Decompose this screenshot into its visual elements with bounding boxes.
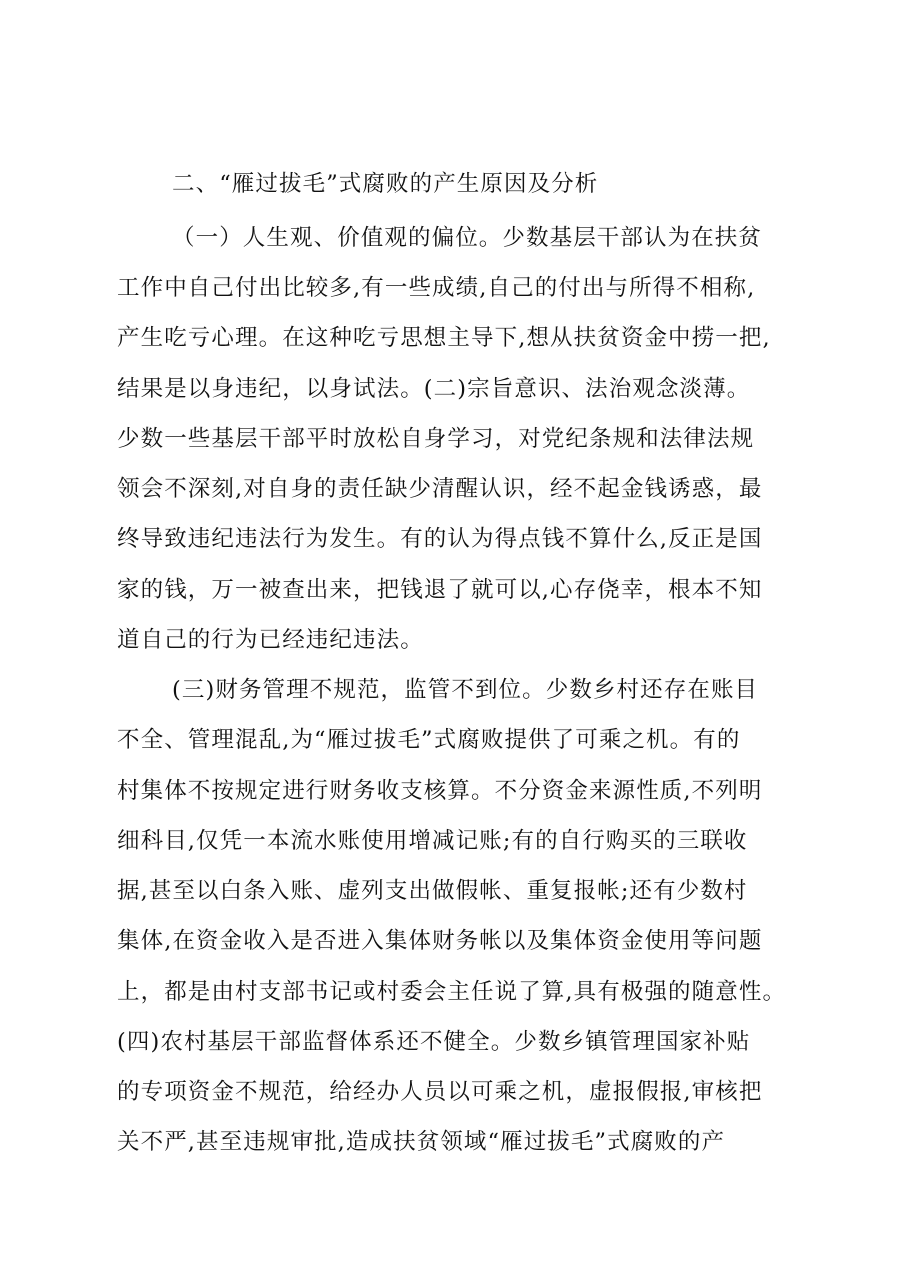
- paragraph-line: (三)财务管理不规范，监管不到位。少数乡村还存在账目: [172, 677, 759, 703]
- paragraph-line: 的专项资金不规范，给经办人员以可乘之机，虚报假报,审核把: [117, 1079, 763, 1105]
- paragraph-line: 关不严,甚至违规审批,造成扶贫领域“雁过拔毛”式腐败的产: [117, 1129, 726, 1155]
- paragraph-line: 集体,在资金收入是否进入集体财务帐以及集体资金使用等问题: [117, 928, 763, 954]
- paragraph-line: 道自己的行为已经违纪违法。: [117, 627, 424, 653]
- paragraph-line: 终导致违纪违法行为发生。有的认为得点钱不算什么,反正是国: [117, 526, 763, 552]
- paragraph-line: 领会不深刻,对自身的责任缺少清醒认识，经不起金钱诱惑，最: [117, 476, 763, 502]
- paragraph-line: 细科目,仅凭一本流水账使用增减记账;有的自行购买的三联收: [117, 828, 748, 854]
- paragraph-line: 不全、管理混乱,为“雁过拔毛”式腐败提供了可乘之机。有的: [117, 727, 741, 753]
- paragraph-line: 产生吃亏心理。在这种吃亏思想主导下,想从扶贫资金中捞一把,: [117, 325, 771, 351]
- paragraph-line: 据,甚至以白条入账、虚列支出做假帐、重复报帐;还有少数村: [117, 878, 748, 904]
- paragraph-line: （一）人生观、价值观的偏位。少数基层干部认为在扶贫: [172, 225, 763, 251]
- paragraph-line: 上，都是由村支部书记或村委会主任说了算,具有极强的随意性。: [117, 979, 787, 1005]
- paragraph-line: 村集体不按规定进行财务收支核算。不分资金来源性质,不列明: [117, 778, 763, 804]
- section-heading: 二、“雁过拔毛”式腐败的产生原因及分析: [172, 171, 599, 197]
- paragraph-line: 工作中自己付出比较多,有一些成绩,自己的付出与所得不相称,: [117, 275, 756, 301]
- paragraph-line: 家的钱，万一被查出来，把钱退了就可以,心存侥幸，根本不知: [117, 577, 763, 603]
- paragraph-line: 少数一些基层干部平时放松自身学习，对党纪条规和法律法规: [117, 426, 755, 452]
- paragraph-line: 结果是以身违纪，以身试法。(二)宗旨意识、法治观念淡薄。: [117, 376, 751, 402]
- paragraph-line: (四)农村基层干部监督体系还不健全。少数乡镇管理国家补贴: [117, 1029, 751, 1055]
